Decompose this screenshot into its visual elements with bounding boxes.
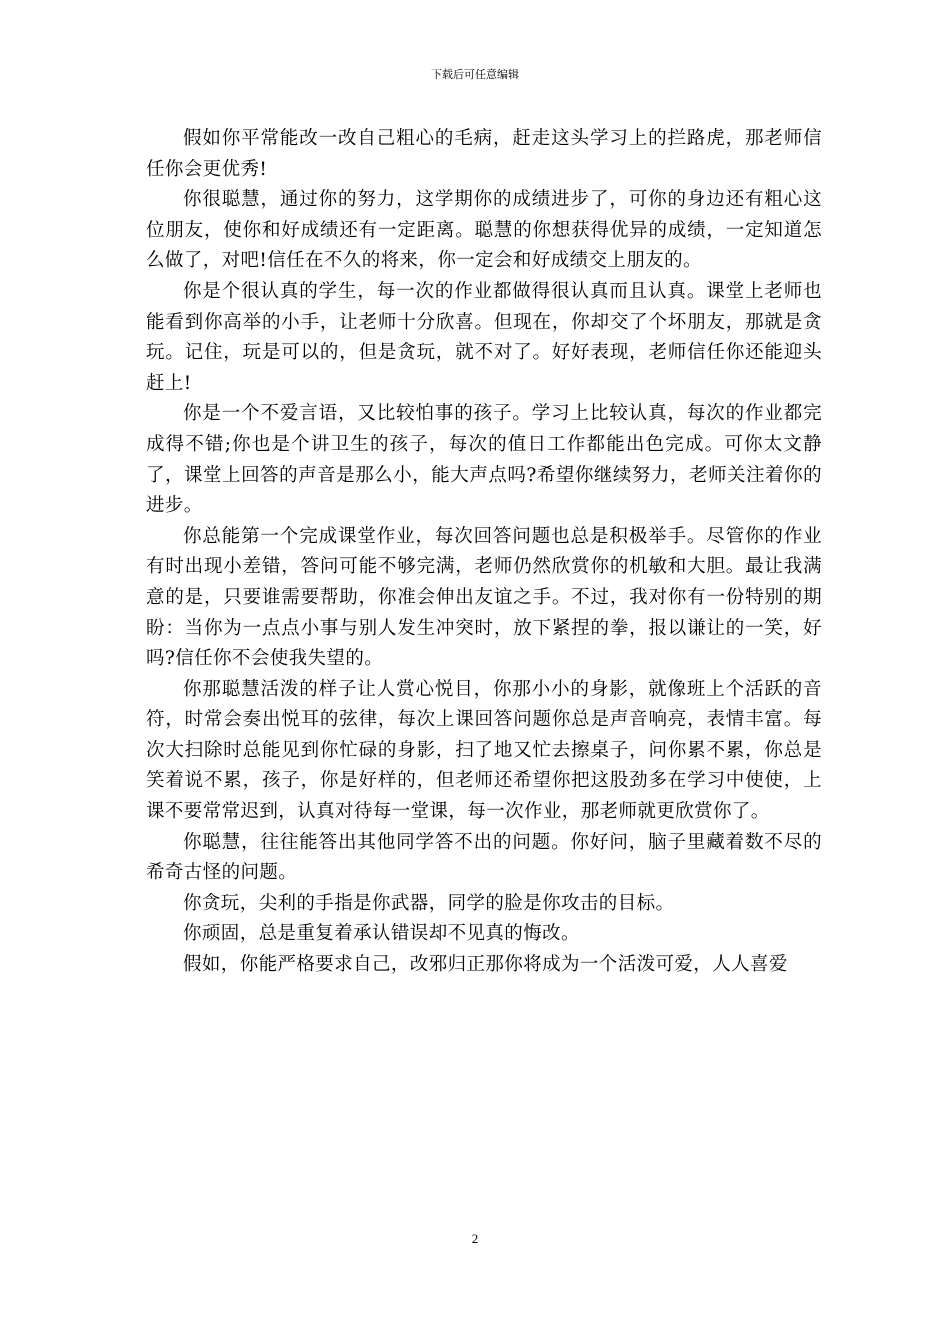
paragraph: 你那聪慧活泼的样子让人赏心悦目，你那小小的身影，就像班上个活跃的音符，时常会奏出悦耳的弦律，每次上课回答问题你总是声音响亮，表情丰富。每次大扫除时总能见到你忙碌的身影，扫了地又忙去擦桌子，问你累不累，你总是笑着说不累，孩子，你是好样的，但老师还希望你把这股劲多在学习中使使，上课不要常常迟到，认真对待每一堂课，每一次作业，那老师就更欣赏你了。 xyxy=(146,678,822,823)
document-body xyxy=(146,124,822,981)
page-header: 下载后可任意编辑 xyxy=(431,68,519,81)
paragraph: 你总能第一个完成课堂作业，每次回答问题也总是积极举手。尽管你的作业有时出现小差错，答问可能不够完满，老师仍然欣赏你的机敏和大胆。最让我满意的是，只要谁需要帮助，你准会伸出友谊之手。不过，我对你有一份特别的期盼：当你为一点点小事与别人发生冲突时，放下紧捏的拳，报以谦让的一笑，好吗?信任你不会使我失望的。 xyxy=(146,525,822,670)
paragraph: 你贪玩，尖利的手指是你武器，同学的脸是你攻击的目标。 xyxy=(183,892,675,914)
paragraph: 你聪慧，往往能答出其他同学答不出的问题。你好问，脑子里藏着数不尽的希奇古怪的问题。 xyxy=(146,831,822,884)
paragraph: 假如你平常能改一改自己粗心的毛病，赶走这头学习上的拦路虎，那老师信任你会更优秀! xyxy=(146,128,822,180)
paragraph: 你顽固，总是重复着承认错误却不见真的悔改。 xyxy=(183,923,580,945)
paragraph: 你是个很认真的学生，每一次的作业都做得很认真而且认真。课堂上老师也能看到你高举的小手，让老师十分欣喜。但现在，你却交了个坏朋友，那就是贪玩。记住，玩是可以的，但是贪玩，就不对了。好好表现，老师信任你还能迎头赶上! xyxy=(146,280,822,394)
paragraph: 你是一个不爱言语，又比较怕事的孩子。学习上比较认真，每次的作业都完成得不错;你也是个讲卫生的孩子，每次的值日工作都能出色完成。可你太文静了，课堂上回答的声音是那么小，能大声点吗?希望你继续努力，老师关注着你的进步。 xyxy=(146,403,822,517)
paragraph: 你很聪慧，通过你的努力，这学期你的成绩进步了，可你的身边还有粗心这位朋友，使你和好成绩还有一定距离。聪慧的你想获得优异的成绩，一定知道怎么做了，对吧!信任在不久的将来，你一定会和好成绩交上朋友的。 xyxy=(146,189,822,272)
paragraph: 假如，你能严格要求自己，改邪归正那你将成为一个活泼可爱，人人喜爱 xyxy=(183,954,788,976)
page-number: 2 xyxy=(471,1231,479,1246)
